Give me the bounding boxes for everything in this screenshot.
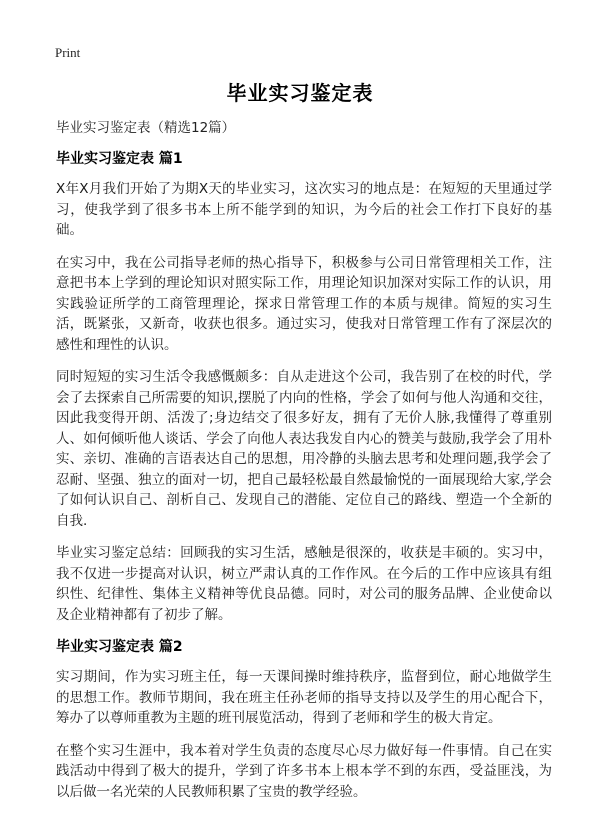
section-heading: 毕业实习鉴定表 篇1 <box>56 151 183 167</box>
paragraph: X年X月我们开始了为期X天的毕业实习，这次实习的地点是：在短短的天里通过学习，使我学到了很多书本上所不能学到的知识，为今后的社会工作打下良好的基础。 <box>56 181 552 238</box>
print-link[interactable]: Print <box>55 45 81 60</box>
paragraph: 实习期间，作为实习班主任，每一天课间操时维持秩序，监督到位，耐心地做学生的思想工作。教师节期间，我在班主任孙老师的指导支持以及学生的用心配合下，筹办了以尊师重教为主题的班刊展览活动，得到了老师和学生的极大肯定。 <box>56 669 552 726</box>
document-subtitle: 毕业实习鉴定表（精选12篇） <box>56 120 236 136</box>
document-title: 毕业实习鉴定表 <box>226 81 374 105</box>
paragraph: 在实习中，我在公司指导老师的热心指导下，积极参与公司日常管理相关工作，注意把书本上学到的理论知识对照实际工作，用理论知识加深对实际工作的认识，用实践验证所学的工商管理理论，探求日常管理工作的本质与规律。简短的实习生活，既紧张，又新奇，收获也很多。通过实习，使我对日常管理工作有了深层次的感性和理性的认识。 <box>56 254 552 353</box>
document-body <box>56 118 552 814</box>
paragraph: 同时短短的实习生活令我感慨颇多：自从走进这个公司，我告别了在校的时代，学会了去探索自己所需要的知识,摆脱了内向的性格，学会了如何与他人沟通和交往，因此我变得开朗、活泼了;身边结交了很多好友，拥有了无价人脉,我懂得了尊重别人、如何倾听他人谈话、学会了向他人表达我发自内心的赞美与鼓励,我学会了用朴实、亲切、准确的言语表达自己的思想，用冷静的头脑去思考和处理问题,我学会了忍耐、坚强、独立的面对一切，把自己最轻松最自然最愉悦的一面展现给大家,学会了如何认识自己、剖析自己、发现自己的潜能、定位自己的路线、塑造一个全新的自我. <box>56 369 552 529</box>
paragraph: 毕业实习鉴定总结：回顾我的实习生活，感触是很深的，收获是丰硕的。实习中，我不仅进一步提高对认识，树立严肃认真的工作作风。在今后的工作中应该具有组织性、纪律性、集体主义精神等优良品德。同时，对公司的服务品牌、企业使命以及企业精神都有了初步了解。 <box>56 545 552 623</box>
section-1 <box>56 149 552 625</box>
paragraph: 在整个实习生涯中，我本着对学生负责的态度尽心尽力做好每一件事情。自己在实践活动中得到了极大的提升，学到了许多书本上根本学不到的东西，受益匪浅，为以后做一名光荣的人民教师积累了宝贵的教学经验。 <box>56 742 552 800</box>
section-heading: 毕业实习鉴定表 篇2 <box>56 639 183 655</box>
section-2 <box>56 637 552 802</box>
